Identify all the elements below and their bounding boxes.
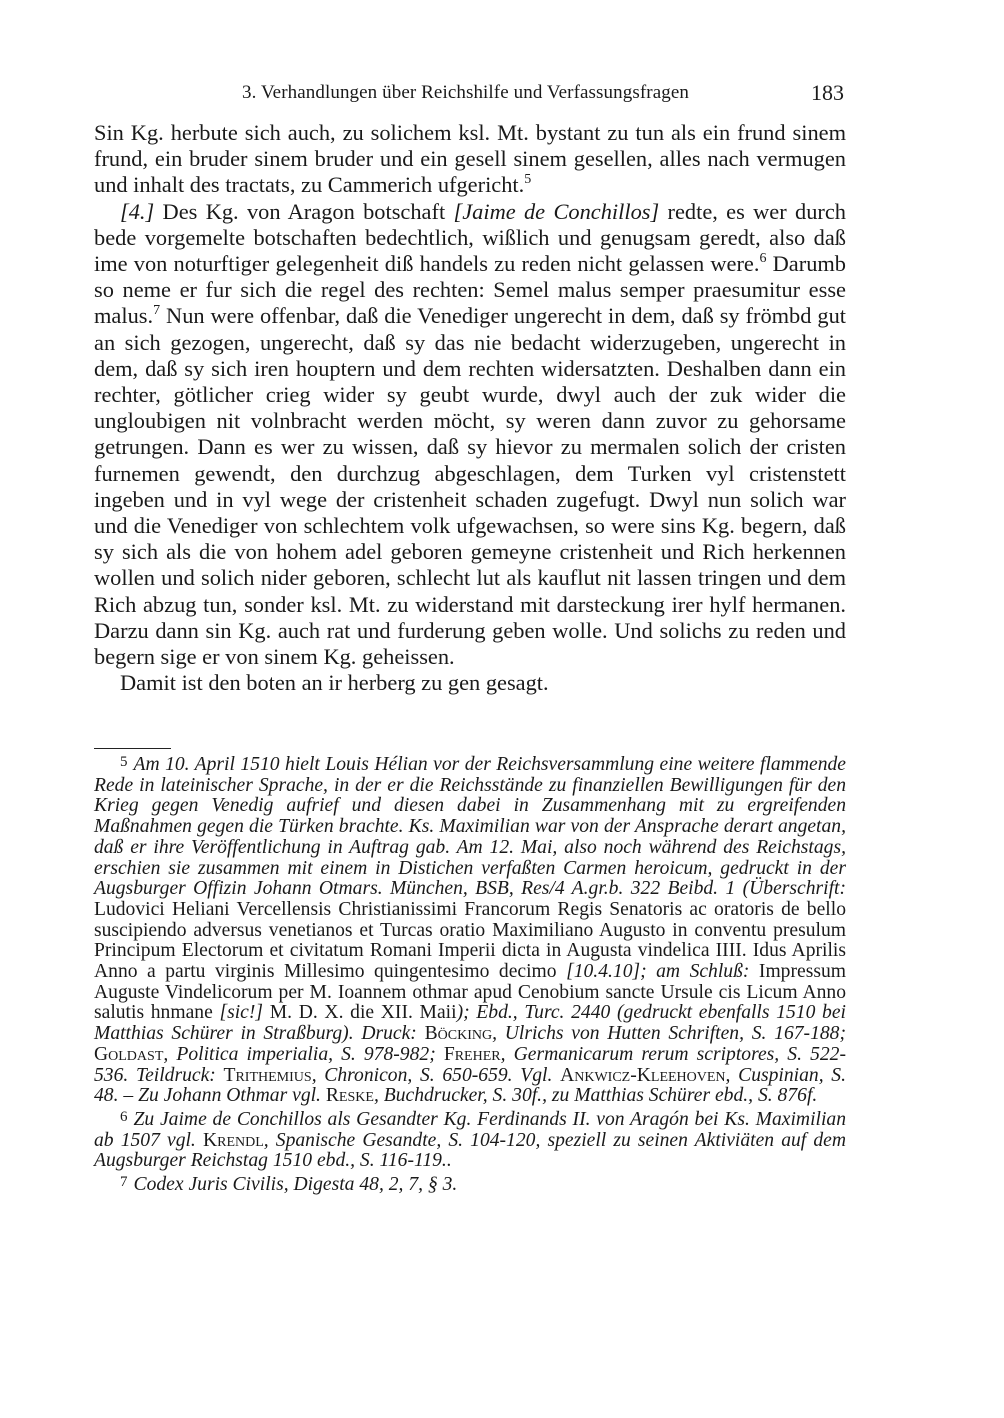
- footnote-text: , Cuspinian, S. 48. – Zu Johann Othmar vgl.: [94, 1064, 846, 1107]
- page-number: 183: [811, 80, 844, 105]
- page-header: [94, 80, 846, 106]
- running-title: 3. Verhandlungen über Reichshilfe und Verfassungsfragen: [242, 82, 689, 103]
- footnote-ref-5[interactable]: 5: [524, 172, 532, 188]
- main-text: [94, 120, 846, 696]
- footnote-number: 6: [120, 1108, 128, 1125]
- author-name: Goldast: [94, 1043, 164, 1065]
- footnote-quote: Ludovici Heliani Vercellensis Christianissimi Francorum Regis Senatoris ac oratoris de bello suscipiendo adversus venetianos et Turcas oratio Maximiliano Augusto in conventu presulum Principum Electorum et civitatum Romani Imperii dicta in Augusta vindelica IIII. Idus Aprilis Anno a partu virginis Millesimo quingentesimo decimo: [94, 898, 846, 983]
- paragraph-2: [94, 199, 846, 671]
- footnote-text: Zu Jaime de Conchillos als Gesandter Kg. Ferdinands II. von Aragón bei Ks. Maximilian ab 1507 vgl.: [94, 1108, 846, 1151]
- author-name: Reske: [325, 1085, 374, 1107]
- footnote-text: , Spanische Gesandte, S. 104-120, speziell zu seinen Aktiviäten auf dem Augsburger Reichstag 1510 ebd., S. 116-119..: [94, 1129, 847, 1172]
- footnote-quote: M. D. X. die XII. Maii: [263, 1002, 457, 1024]
- author-name: Trithemius: [223, 1064, 312, 1086]
- editorial-name: [Jaime de Conchillos]: [453, 198, 660, 224]
- footnote-number: 5: [120, 754, 128, 770]
- footnote-7: [94, 1172, 846, 1196]
- footnote-text: , Politica imperialia, S. 978-982;: [163, 1043, 444, 1065]
- footnote-quote: Impressum Auguste Vindelicorum per M. Ioannem othmar apud Cenobium sancte Ursule cis Licum Anno salutis hnmane: [94, 961, 846, 1024]
- footnote-text: , Germanicarum rerum scriptores, S. 522-536. Teildruck:: [94, 1043, 846, 1086]
- footnote-text: , Chronicon, S. 650-659. Vgl.: [311, 1064, 561, 1086]
- author-name: Freher: [443, 1043, 501, 1065]
- footnote-separator: [94, 748, 171, 749]
- footnote-text: ); Ebd., Turc. 2440 (gedruckt ebenfalls 1510 bei Matthias Schürer in Straßburg). Druck:: [94, 1002, 846, 1045]
- section-label: [4.]: [120, 198, 155, 224]
- paragraph-2-text-d: Nun were offenbar, daß die Venediger ungerecht in dem, daß sy frömbd gut an sich gezogen, ungerecht, daß sy das nie bedacht widerzugeben, ungerecht in dem, daß sy sich iren houptern und dem rechten widersatzten. Deshalben dann ein rechter, götlicher crieg wider sy geubt wurde, dwyl auch der zuk wider die ungloubigen nit volnbracht werden möcht, sy weren dann zuvor zu gehorsame getrungen. Dann es wer zu wissen, daß sy hievor zu mermalen solich der cristen furnemen gewendt, den durchzug abgeschlagen, dem Turken vyl cristenstett ingeben und in vyl wege der cristenheit schaden zugefugt. Dwyl nun solich war und die Venediger von schlechtem volk ufgewachsen, so were sins Kg. begern, daß sy sich als die von hohem adel geboren gemeyne cristenheit und Rich herkennen wollen und solich nider geboren, schlecht lut als kauflut nit lassen tringen und dem Rich abzug tun, sonder ksl. Mt. zu widerstand mit darsteckung irer hylf hermanen. Darzu dann sin Kg. auch rat und furderung geben wolle. Und solichs zu reden und begern sige er von sinem Kg. geheissen.: [94, 303, 846, 670]
- author-name: Böcking: [424, 1023, 493, 1045]
- paragraph-3: Damit ist den boten an ir herberg zu gen gesagt.: [120, 670, 549, 696]
- author-name: Krendl: [202, 1129, 264, 1151]
- footnote-6: [94, 1107, 846, 1172]
- paragraph-1: [94, 120, 846, 199]
- footnote-text: [sic!]: [219, 1002, 264, 1024]
- paragraph-1-text: Sin Kg. herbute sich auch, zu solichem ksl. Mt. bystant zu tun als ein frund sinem frund, ein bruder sinem bruder und ein gesell sinem gesellen, alles nach vermugen und inhalt des tractats, zu Cammerich ufgericht.: [94, 120, 846, 198]
- footnote-text: , Ulrichs von Hutten Schriften, S. 167-188;: [492, 1023, 846, 1045]
- footnote-text: , Buchdrucker, S. 30f., zu Matthias Schürer ebd., S. 876f.: [373, 1085, 818, 1107]
- paragraph-2-text-b: redte, es wer durch bede vorgemelte botschaften bedechtlich, wißlich und genugsam geredt, also daß ime von noturftiger gelegenheit diß handels zu reden nicht gelassen were.: [94, 198, 846, 277]
- paragraph-2-text-a: Des Kg. von Aragon botschaft: [154, 198, 454, 224]
- footnote-ref-6[interactable]: 6: [759, 251, 767, 267]
- footnotes: [94, 752, 846, 1196]
- footnote-number: 7: [120, 1174, 128, 1191]
- author-name: Ankwicz-Kleehoven: [560, 1064, 726, 1086]
- footnote-text: Am 10. April 1510 hielt Louis Hélian vor der Reichsversammlung eine weitere flammende Rede in lateinischer Sprache, in der er die Reichsstände zu finanziellen Bewilligungen für den Krieg gegen Venedig aufrief und diesen dabei in Zusammenhang mit zu ergreifenden Maßnahmen gegen die Türken brachte. Ks. Maximilian war von der Ansprache derart angetan, daß er ihre Veröffentlichung in Auftrag gab. Am 12. Mai, also noch während des Reichstags, erschien sie zusammen mit einem in Distichen verfaßten Carmen heroicum, gedruckt in der Augsburger Offizin Johann Otmars. München, BSB, Res/4 A.gr.b. 322 Beibd. 1 (Überschrift:: [94, 754, 846, 900]
- paragraph-2-text-c: Darumb so neme er fur sich die regel des rechten: Semel malus semper praesumitur esse malus.: [94, 251, 846, 329]
- footnote-ref-7[interactable]: 7: [153, 303, 161, 319]
- footnote-text: Codex Juris Civilis, Digesta 48, 2, 7, § 3.: [133, 1174, 458, 1196]
- footnote-text: [10.4.10]; am Schluß:: [566, 961, 759, 983]
- footnote-5: [94, 752, 846, 1107]
